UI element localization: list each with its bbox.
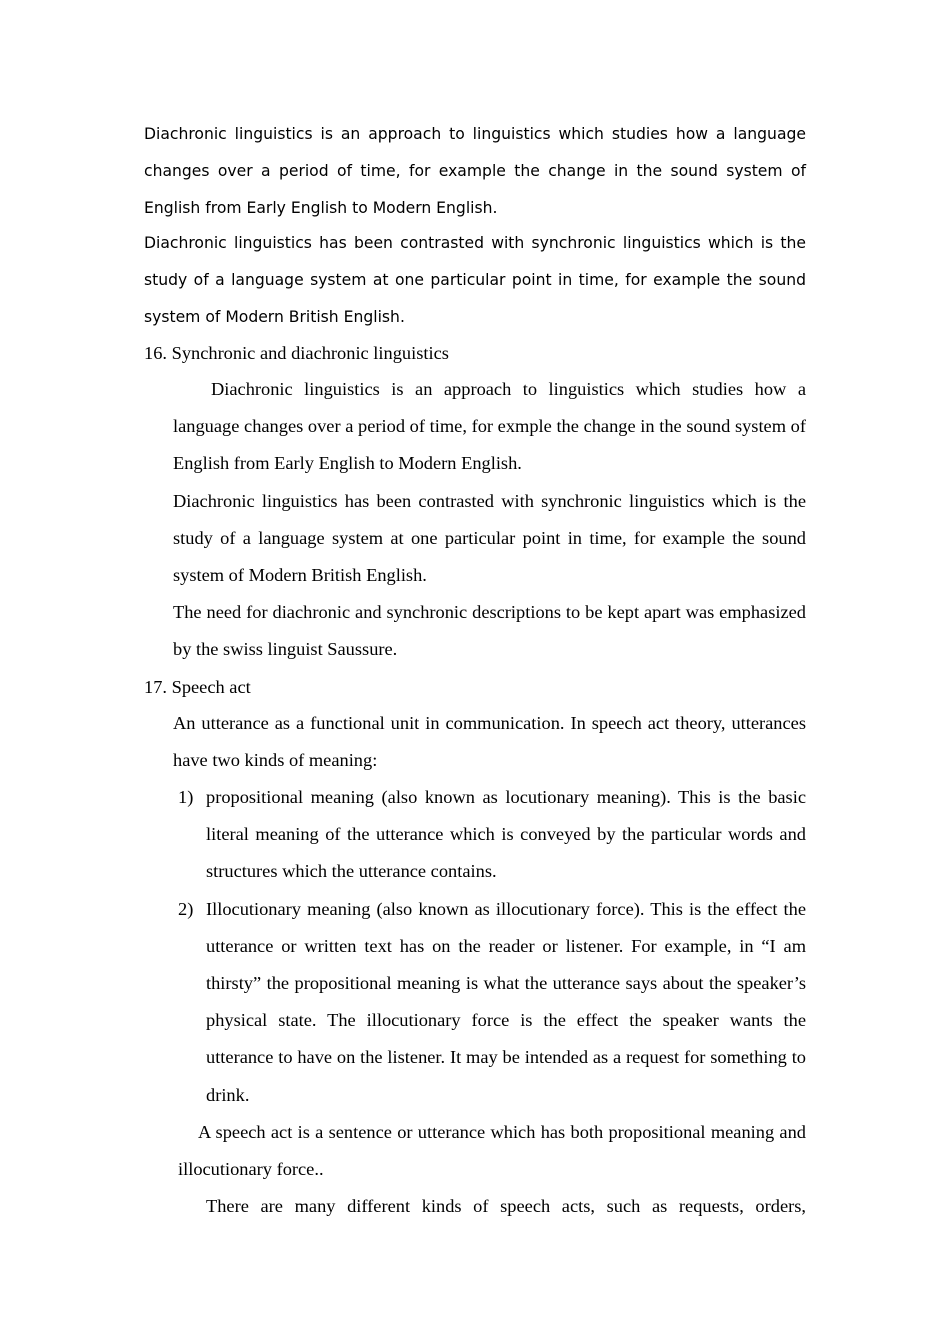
list-item-number: 1) — [178, 787, 194, 808]
section-16-paragraph-1: Diachronic linguistics is an approach to linguistics which studies how a language changes over a period of time, for exmple the change in the sound system of English from Early English to Modern English. — [173, 379, 806, 474]
section-16-paragraph-3: The need for diachronic and synchronic descriptions to be kept apart was emphasized by the swiss linguist Saussure. — [173, 602, 806, 660]
section-16-heading: 16. Synchronic and diachronic linguistics — [144, 343, 449, 363]
section-16-paragraph-2: Diachronic linguistics has been contrasted with synchronic linguistics which is the study of a language system at one particular point in time, for example the sound system of Modern British English. — [173, 490, 806, 586]
section-16-body — [173, 371, 806, 669]
list-item-text: Illocutionary meaning (also known as illocutionary force). This is the effect the utterance or written text has on the reader or listener. For example, in “I am thirsty” the propositional meaning is what the utterance says about the speaker’s physical state. The illocutionary force is the effect the speaker wants the utterance to have on the listener. It may be intended as a request for something to drink. — [206, 898, 806, 1105]
list-item — [178, 779, 806, 891]
intro-paragraph-1: Diachronic linguistics is an approach to linguistics which studies how a language changes over a period of time, for example the change in the sound system of English from Early English to Modern English. — [144, 125, 806, 217]
speech-act-kinds-paragraph: There are many different kinds of speech acts, such as requests, orders, — [206, 1196, 806, 1217]
intro-paragraph-2: Diachronic linguistics has been contrasted with synchronic linguistics which is the study of a language system at one particular point in time, for example the sound system of Modern British English. — [144, 234, 806, 326]
list-item-text: propositional meaning (also known as locutionary meaning). This is the basic literal meaning of the utterance which is conveyed by the particular words and structures which the utterance contains. — [206, 787, 806, 882]
section-17-heading: 17. Speech act — [144, 676, 251, 697]
list-item — [178, 891, 806, 1114]
section-17-intro: An utterance as a functional unit in communication. In speech act theory, utterances have two kinds of meaning: — [173, 712, 806, 770]
speech-act-summary: A speech act is a sentence or utterance which has both propositional meaning and illocutionary force.. — [178, 1121, 806, 1180]
document-page — [144, 116, 806, 1225]
list-item-number: 2) — [178, 898, 194, 919]
section-17-intro-block — [173, 705, 806, 779]
